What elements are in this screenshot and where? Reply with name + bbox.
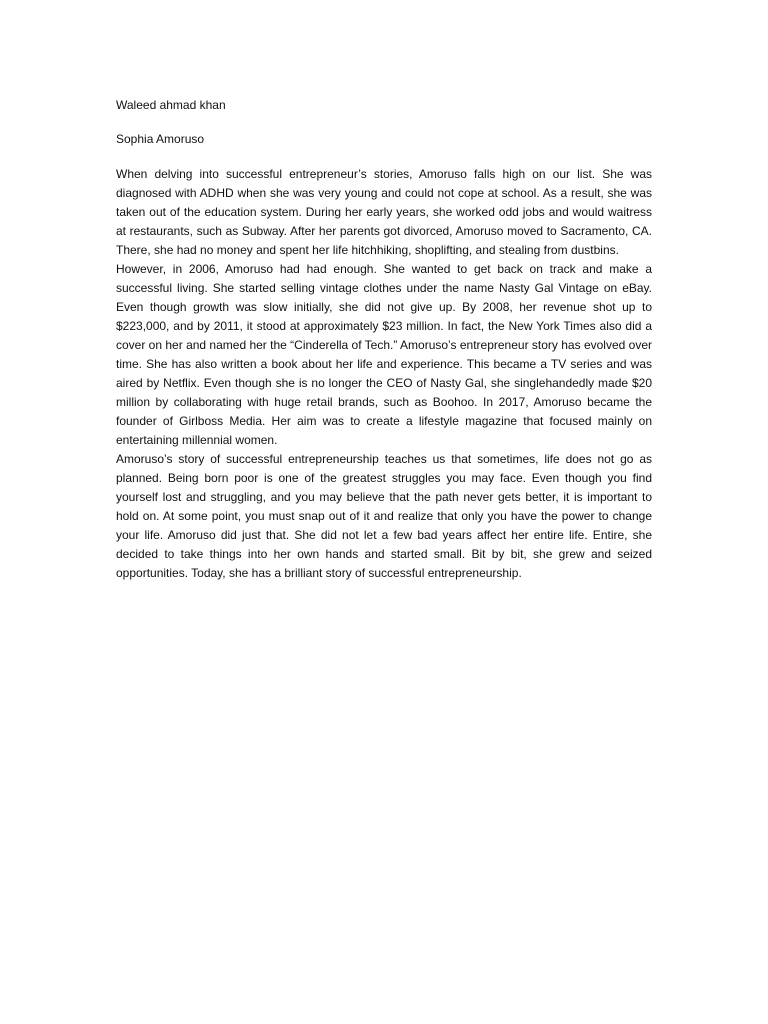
paragraph-1: When delving into successful entrepreneur’s stories, Amoruso falls high on our list. She was diagnosed with ADHD when she was very young and could not cope at school. As a result, she was taken out of the education system. During her early years, she worked odd jobs and would waitress at restaurants, such as Subway. After her parents got divorced, Amoruso moved to Sacramento, CA. There, she had no money and spent her life hitchhiking, shoplifting, and stealing from dustbins.	[116, 167, 652, 257]
document-body	[116, 96, 652, 583]
paragraph-2: However, in 2006, Amoruso had had enough. She wanted to get back on track and make a successful living. She started selling vintage clothes under the name Nasty Gal Vintage on eBay. Even though growth was slow initially, she did not give up. By 2008, her revenue shot up to $223,000, and by 2011, it stood at approximately $23 million. In fact, the New York Times also did a cover on her and named her the “Cinderella of Tech.” Amoruso’s entrepreneur story has evolved over time. She has also written a book about her life and experience. This became a TV series and was aired by Netflix. Even though she is no longer the CEO of Nasty Gal, she singlehandedly made $20 million by collaborating with huge retail brands, such as Boohoo. In 2017, Amoruso became the founder of Girlboss Media. Her aim was to create a lifestyle magazine that focused mainly on entertaining millennial women.	[116, 262, 652, 447]
document-title: Sophia Amoruso	[116, 132, 205, 146]
paragraph-3: Amoruso’s story of successful entrepreneurship teaches us that sometimes, life does not go as planned. Being born poor is one of the greatest struggles you may face. Even though you find yourself lost and struggling, and you may believe that the path never gets better, it is important to hold on. At some point, you must snap out of it and realize that only you have the power to change your life. Amoruso did just that. She did not let a few bad years affect her entire life. Entire, she decided to take things into her own hands and started small. Bit by bit, she grew and seized opportunities. Today, she has a brilliant story of successful entrepreneurship.	[116, 452, 652, 580]
author-name: Waleed ahmad khan	[116, 98, 226, 112]
